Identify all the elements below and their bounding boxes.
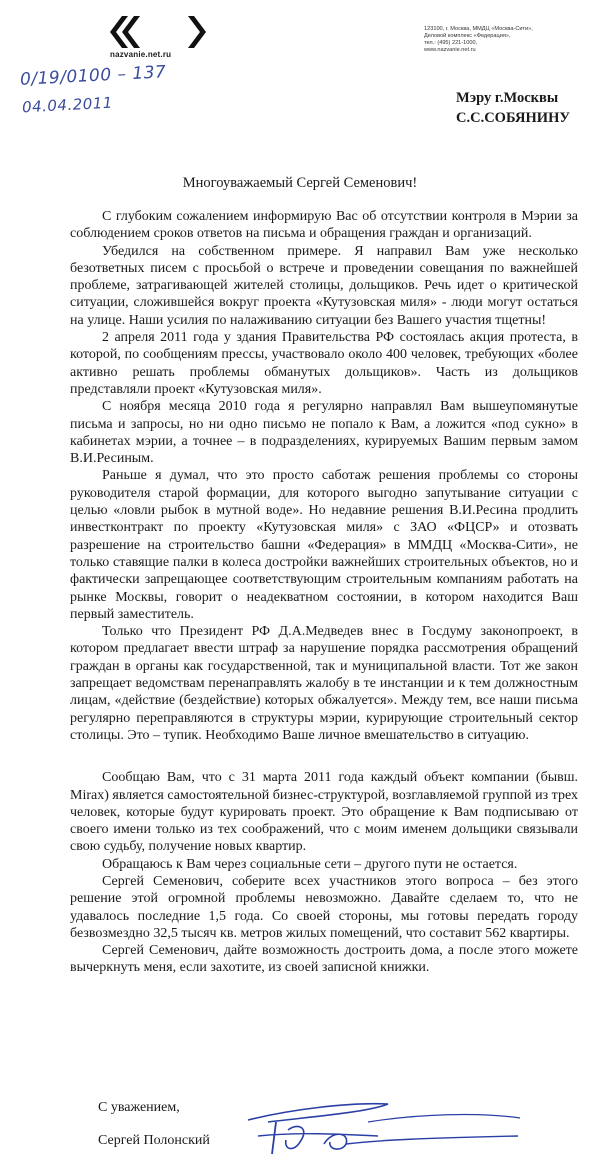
paragraph: С глубоким сожалением информирую Вас об отсутствии контроля в Мэрии за соблюдением сроков ответов на письма и обращения граждан и организаций. bbox=[70, 209, 578, 242]
paragraph: Сергей Семенович, соберите всех участников этого вопроса – без этого решение этой огромной проблемы невозможно. Давайте сделаем то, что не удавалось последние 1,5 года. Со своей стороны, мы готовы передать городу безвозмездно 32,5 тысяч кв. метров жилых помещений, что составит 562 квартиры. bbox=[70, 873, 578, 941]
paragraph-gap bbox=[70, 744, 578, 769]
recipient-block bbox=[456, 88, 570, 128]
logo-mark-icon bbox=[106, 14, 216, 50]
paragraph: Обращаюсь к Вам через социальные сети – другого пути не остается. bbox=[102, 856, 518, 872]
signature-icon bbox=[228, 1092, 528, 1164]
paragraph: Только что Президент РФ Д.А.Медведев внес в Госдуму законопроект, в котором предлагает ввести штраф за нарушение порядка рассмотрения обращений граждан в органы как государственной, так и муниципальной власти. Тот же закон запрещает ведомствам перенаправлять жалобу в те инстанции и к тем должностным лицам, «действие (бездействие) которых обжалуется». Между тем, все наши письма регулярно переправляются в структуры мэрии, курирующие строительный сектор столицы. Это – тупик. Необходимо Ваше личное вмешательство в ситуацию. bbox=[70, 624, 578, 743]
company-address bbox=[424, 26, 594, 54]
address-line: www.nazvanie.net.ru bbox=[424, 47, 476, 53]
recipient-title: Мэру г.Москвы bbox=[456, 90, 559, 106]
paragraph: Раньше я думал, что это просто саботаж решения проблемы со стороны руководителя старой формации, для которого выгодно запутывание ситуации с целью «ловли рыбок в мутной воде». Но недавние решения В.И.Ресина продлить инвестконтракт по проекту «Кутузовская миля» с ЗАО «ФЦСР» и отозвать разрешение на строительство башни «Федерация» в ММДЦ «Москва-Сити», не только ставящие палки в колеса достройки важнейших строительных объектов, но и фактически запрещающее соответствующим строительным компаниям работать на рынке Москвы, говорит о неадекватном состоянии, в котором находится Ваш первый заместитель. bbox=[70, 468, 578, 622]
signer-name: Сергей Полонский bbox=[98, 1133, 210, 1148]
address-line: тел.: (495) 221-1000, bbox=[424, 40, 478, 46]
paragraph: С ноября месяца 2010 года я регулярно направлял Вам вышеупомянутые письма и запросы, но ни одно письмо не попало к Вам, а ложится «под сукно» в кабинетах мэрии, а точнее – в подразделениях, курируемых Вашим первым замом В.И.Ресиным. bbox=[70, 399, 578, 467]
closing-regards: С уважением, bbox=[98, 1100, 180, 1115]
recipient-name: С.С.СОБЯНИНУ bbox=[456, 110, 570, 126]
paragraph: Убедился на собственном примере. Я направил Вам уже несколько безответных писем с просьбой о встрече и проведении совещания по важнейшей проблеме, затрагивающей жителей столицы, дольщиков. Речь идет о критической ситуации, сложившейся вокруг проекта «Кутузовская миля» - люди могут остаться на улице. Наши усилия по налаживанию ситуации без Вашего участия тщетны! bbox=[70, 243, 578, 328]
registration-number: 0/19/0100 – 137 bbox=[19, 62, 167, 90]
logo-domain: nazvanie.net.ru bbox=[110, 50, 172, 59]
paragraph: 2 апреля 2011 года у здания Правительства РФ состоялась акция протеста, в которой, по сообщениям прессы, участвовало около 400 человек, требующих «более активно решать проблемы обманутых дольщиков». Часть из дольщиков представляли проект «Кутузовская миля». bbox=[70, 330, 578, 397]
letter-body bbox=[70, 208, 578, 977]
paragraph: Сергей Семенович, дайте возможность достроить дома, а после этого можете вычеркнуть меня, если захотите, из своей записной книжки. bbox=[70, 943, 578, 976]
paragraph: Сообщаю Вам, что с 31 марта 2011 года каждый объект компании (бывш. Mirax) является самостоятельной бизнес-структурой, возглавляемой группой из трех человек, которые будут курировать проект. Это обращение к Вам подписываю от своего имени только из тех соображений, что с моим именем дольщики связывали свою судьбу, получение новых квартир. bbox=[70, 770, 578, 855]
registration-date: 04.04.2011 bbox=[21, 93, 114, 117]
address-line: 123100, г. Москва, ММДЦ «Москва-Сити», bbox=[424, 26, 533, 32]
salutation: Многоуважаемый Сергей Семенович! bbox=[182, 175, 418, 191]
address-line: Деловой комплекс «Федерация», bbox=[424, 33, 511, 39]
